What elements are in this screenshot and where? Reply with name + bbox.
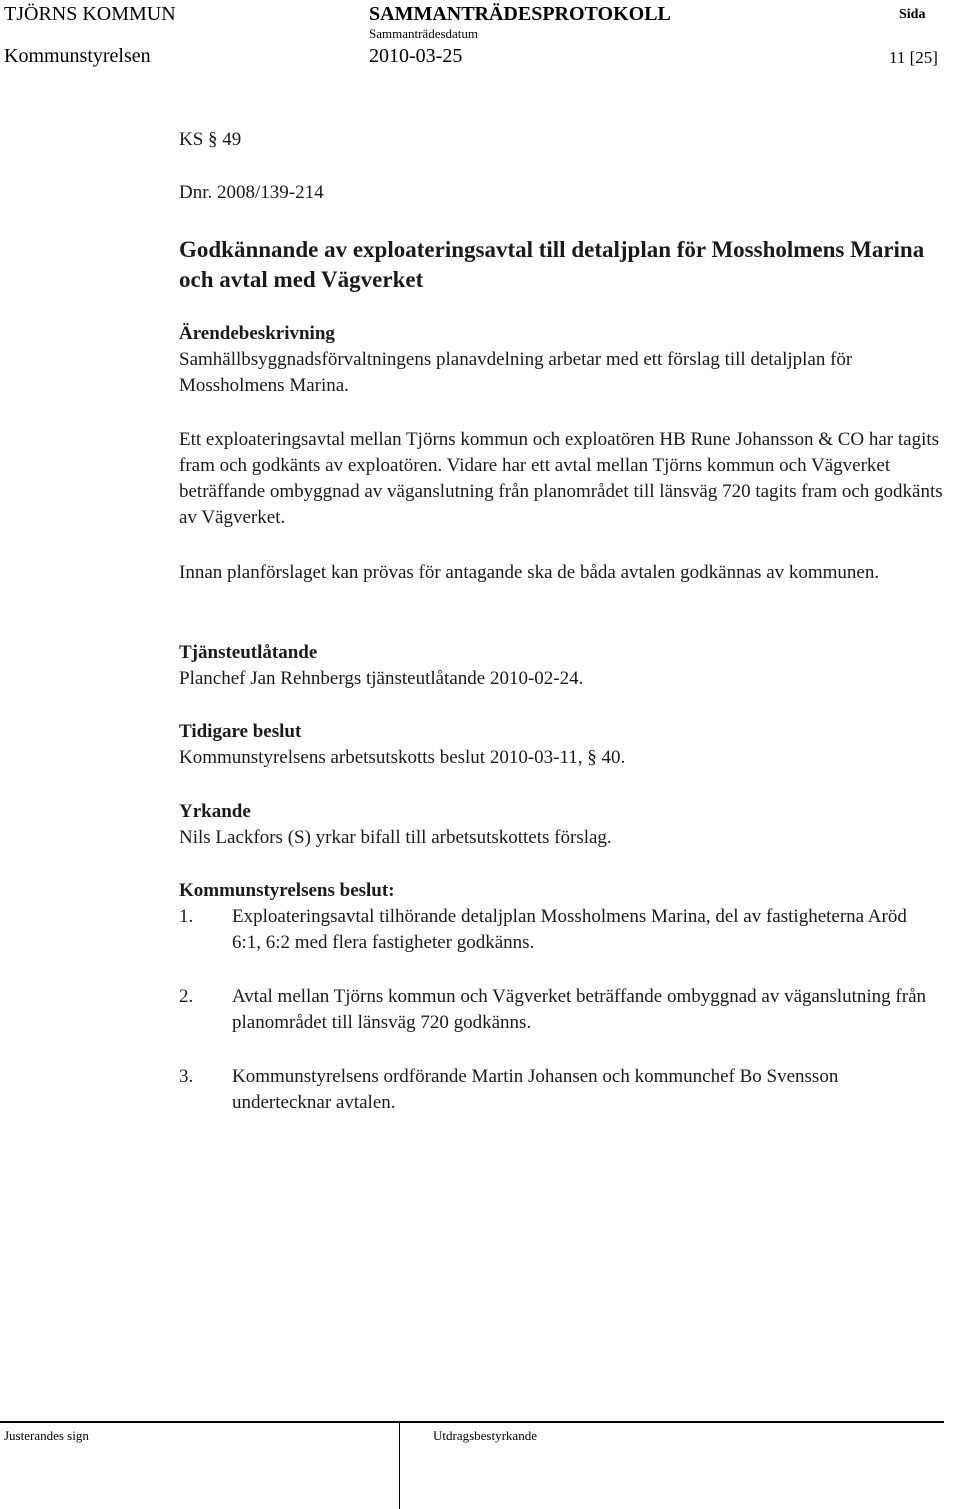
footer-divider <box>0 1421 944 1423</box>
decision-item: Kommunstyrelsens ordförande Martin Johansen och kommunchef Bo Svensson undertecknar avtalen. <box>232 1066 839 1113</box>
committee-name: Kommunstyrelsen <box>4 45 151 67</box>
statement-heading: Tjänsteutlåtande <box>179 642 318 663</box>
decision-number: 2. <box>179 986 194 1007</box>
case-reference: KS § 49 <box>179 129 242 150</box>
description-paragraph-3: Innan planförslaget kan prövas för antagande ska de båda avtalen godkännas av kommunen. <box>179 562 880 583</box>
adjuster-signature-label: Justerandes sign <box>4 1428 89 1443</box>
municipality-name: TJÖRNS KOMMUN <box>4 3 176 25</box>
previous-decision-heading: Tidigare beslut <box>179 721 302 742</box>
motion-text: Nils Lackfors (S) yrkar bifall till arbetsutskottets förslag. <box>179 827 612 848</box>
decision-number: 1. <box>179 906 194 927</box>
case-title: Godkännande av exploateringsavtal till detaljplan för Mossholmens Marina och avtal med Vägverket <box>179 237 925 292</box>
description-paragraph-1: Samhällbsyggnadsförvaltningens planavdelning arbetar med ett förslag till detaljplan för Mossholmens Marina. <box>179 349 853 396</box>
footer-column-divider <box>399 1421 400 1509</box>
page-label: Sida <box>899 7 926 22</box>
excerpt-certification-label: Utdragsbestyrkande <box>433 1428 537 1443</box>
diary-number: Dnr. 2008/139-214 <box>179 182 324 203</box>
statement-text: Planchef Jan Rehnbergs tjänsteutlåtande 2010-02-24. <box>179 668 584 689</box>
decision-heading: Kommunstyrelsens beslut: <box>179 880 395 901</box>
motion-heading: Yrkande <box>179 801 251 822</box>
description-paragraph-2: Ett exploateringsavtal mellan Tjörns kommun och exploatören HB Rune Johansson & CO har tagits fram och godkänts av exploatören. Vidare har ett avtal mellan Tjörns kommun och Vägverket beträffande ombyggnad av väganslutning från planområdet till länsväg 720 tagits fram och godkänts av Vägverket. <box>179 429 943 528</box>
decision-item: Exploateringsavtal tilhörande detaljplan Mossholmens Marina, del av fastigheterna Aröd 6:1, 6:2 med flera fastigheter godkänns. <box>232 906 907 953</box>
document-type: SAMMANTRÄDESPROTOKOLL <box>369 3 671 25</box>
meeting-date: 2010-03-25 <box>369 45 463 67</box>
meeting-date-label: Sammanträdesdatum <box>369 26 479 41</box>
previous-decision-text: Kommunstyrelsens arbetsutskotts beslut 2010-03-11, § 40. <box>179 747 626 768</box>
decision-item: Avtal mellan Tjörns kommun och Vägverket beträffande ombyggnad av väganslutning från planområdet till länsväg 720 godkänns. <box>232 986 927 1033</box>
description-heading: Ärendebeskrivning <box>179 323 335 344</box>
page-number: 11 [25] <box>889 48 938 67</box>
decision-number: 3. <box>179 1066 194 1087</box>
